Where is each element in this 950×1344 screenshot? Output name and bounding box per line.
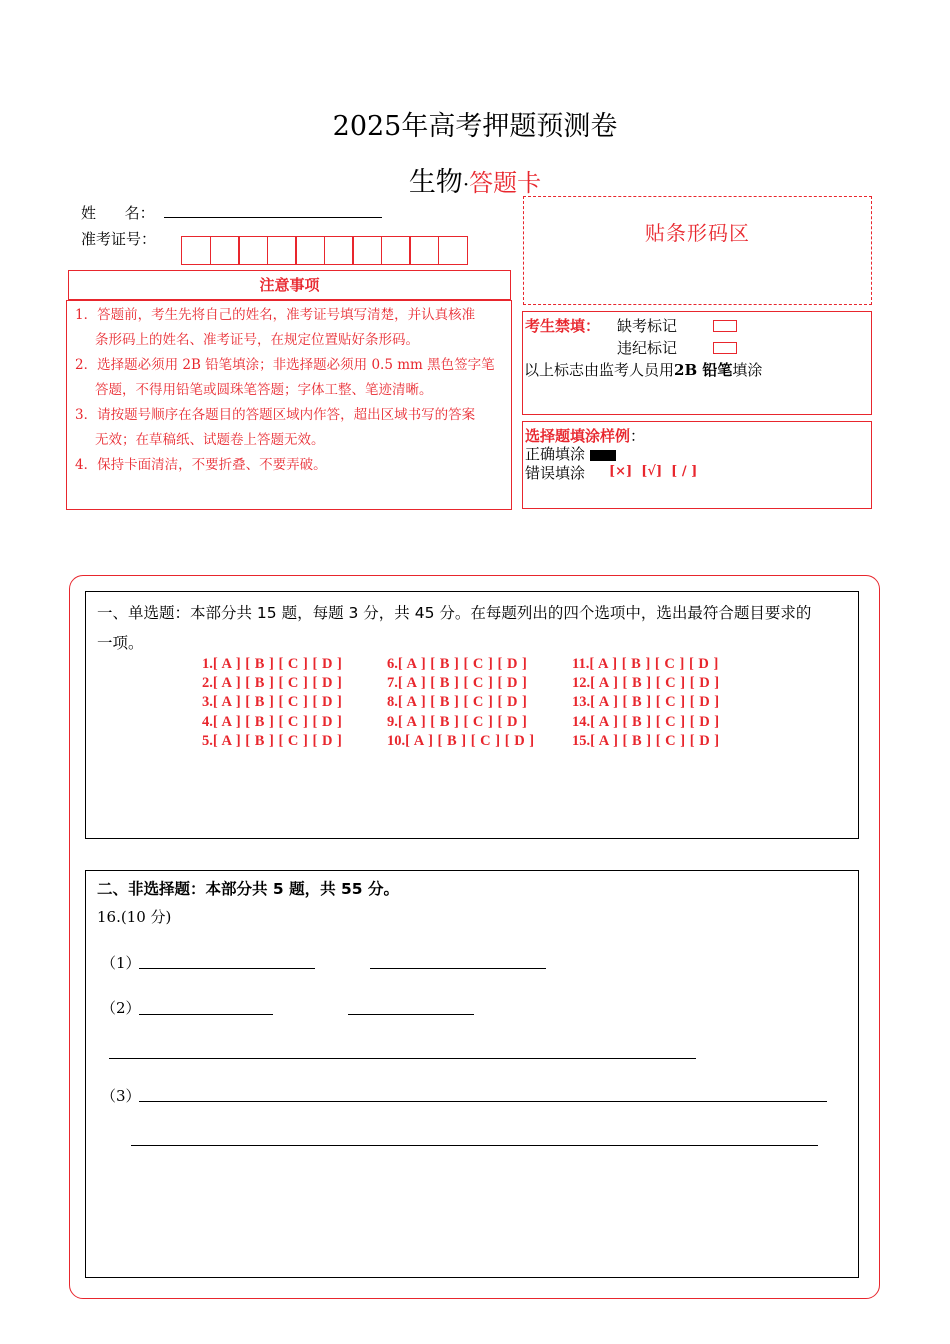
answer-options[interactable]: [ A ] [ B ] [ C ] [ D ] (590, 732, 720, 749)
section1-heading: 一、单选题：本部分共 15 题，每题 3 分，共 45 分。在每题列出的四个选项中，选出最符合题目要求的 一项。 (97, 604, 812, 652)
question-number: 9. (387, 713, 398, 730)
mcq-row[interactable] (202, 693, 342, 712)
forbidden-box (522, 311, 872, 415)
absent-label: 缺考标记 (617, 317, 678, 335)
notice-box (66, 300, 512, 510)
notice-title: 注意事项 (259, 276, 320, 294)
fill-example-box (522, 421, 872, 509)
id-digit-box[interactable] (438, 236, 468, 265)
correct-fill-sample (590, 450, 616, 461)
mcq-row[interactable] (572, 732, 720, 751)
question-16-label: 16.(10 分) (97, 908, 172, 926)
answer-line[interactable] (139, 1101, 827, 1102)
section-non-choice (85, 870, 859, 1278)
question-number: 6. (387, 656, 398, 672)
answer-options[interactable]: [ A ] [ B ] [ C ] [ D ] (397, 675, 528, 692)
forbidden-title: 考生禁填： (525, 317, 601, 335)
answer-options[interactable]: [ A ] [ B ] [ C ] [ D ] (590, 713, 720, 730)
answer-line[interactable] (139, 968, 315, 969)
name-label: 姓 名： (81, 204, 155, 222)
answer-options[interactable]: [ A ] [ B ] [ C ] [ D ] (405, 732, 535, 749)
question-number: 4. (202, 713, 213, 730)
title-separator: · (462, 172, 470, 196)
notice-item: 2．选择题必须用 2B 铅笔填涂；非选择题必须用 0.5 mm 黑色签字笔 (75, 357, 495, 373)
notice-item: 答题，不得用铅笔或圆珠笔答题；字体工整、笔迹清晰。 (95, 382, 433, 398)
forbidden-note: 以上标志由监考人员用2B 铅笔填涂 (524, 361, 763, 379)
id-number-grid[interactable] (181, 236, 466, 265)
subject-title (0, 160, 950, 199)
mcq-row[interactable] (387, 674, 535, 693)
question-number: 10. (387, 732, 406, 749)
answer-card-label: 答题卡 (469, 169, 542, 197)
id-digit-box[interactable] (381, 236, 411, 265)
correct-fill: 正确填涂 (525, 443, 616, 464)
part-1-label: （1） (101, 954, 141, 972)
notice-title-box (68, 270, 511, 300)
violation-mark-box[interactable] (713, 342, 737, 354)
answer-options[interactable]: [ A ] [ B ] [ C ] [ D ] (590, 694, 720, 711)
mcq-row[interactable] (572, 655, 720, 674)
fill-example-title: 选择题填涂样例： (525, 427, 646, 445)
mcq-row[interactable] (572, 674, 720, 693)
answer-line[interactable] (109, 1058, 696, 1059)
answer-options[interactable]: [ A ] [ B ] [ C ] [ D ] (212, 732, 343, 749)
answer-options[interactable]: [ A ] [ B ] [ C ] [ D ] (397, 713, 528, 730)
question-number: 12. (572, 675, 591, 692)
id-digit-box[interactable] (210, 236, 240, 265)
mcq-row[interactable] (202, 674, 342, 693)
mcq-column-1 (202, 655, 342, 751)
question-number: 5. (202, 732, 213, 749)
answer-options[interactable]: [ A ] [ B ] [ C ] [ D ] (590, 675, 720, 692)
name-field[interactable] (164, 217, 382, 218)
notice-item: 3．请按题号顺序在各题目的答题区域内作答，超出区域书写的答案 (75, 407, 476, 423)
mcq-column-3 (572, 655, 720, 751)
id-digit-box[interactable] (238, 236, 268, 265)
mcq-row[interactable] (572, 693, 720, 712)
mcq-row[interactable] (387, 655, 535, 674)
answer-line[interactable] (139, 1014, 273, 1015)
answer-options[interactable]: [ A ] [ B ] [ C ] [ D ] (212, 694, 343, 711)
barcode-area[interactable] (523, 196, 872, 305)
id-digit-box[interactable] (267, 236, 297, 265)
question-number: 3. (202, 694, 213, 711)
mcq-row[interactable] (387, 693, 535, 712)
part-2-label: （2） (101, 999, 141, 1017)
subject-name: 生物 (408, 167, 463, 198)
answer-line[interactable] (348, 1014, 474, 1015)
id-label: 准考证号： (81, 230, 157, 248)
question-number: 14. (572, 713, 591, 730)
wrong-fill: 错误填涂 (525, 464, 586, 482)
mcq-row[interactable] (202, 732, 342, 751)
answer-options[interactable]: [ A ] [ B ] [ C ] [ D ] (212, 713, 343, 730)
part-3-label: （3） (101, 1087, 141, 1105)
notice-item: 条形码上的姓名、准考证号，在规定位置贴好条形码。 (95, 332, 419, 348)
answer-options[interactable]: [ A ] [ B ] [ C ] [ D ] (397, 694, 528, 711)
question-number: 11. (572, 656, 590, 672)
answer-options[interactable]: [ A ] [ B ] [ C ] [ D ] (589, 656, 719, 672)
question-number: 15. (572, 732, 591, 749)
notice-item: 1．答题前，考生先将自己的姓名，准考证号填写清楚，并认真核准 (75, 307, 476, 323)
answer-line[interactable] (370, 968, 546, 969)
mcq-row[interactable] (572, 713, 720, 732)
mcq-row[interactable] (387, 713, 535, 732)
notice-item: 无效；在草稿纸、试题卷上答题无效。 (95, 432, 325, 448)
wrong-fill-samples: [×] [√] [ / ] (609, 464, 698, 479)
answer-options[interactable]: [ A ] [ B ] [ C ] [ D ] (212, 656, 343, 672)
absent-mark-box[interactable] (713, 320, 737, 332)
notice-item: 4．保持卡面清洁，不要折叠、不要弄破。 (75, 457, 327, 473)
question-number: 2. (202, 675, 213, 692)
section-single-choice (85, 591, 859, 839)
question-number: 8. (387, 694, 398, 711)
question-number: 13. (572, 694, 591, 711)
mcq-row[interactable] (202, 655, 342, 674)
question-number: 1. (202, 656, 213, 672)
id-digit-box[interactable] (352, 236, 382, 265)
question-number: 7. (387, 675, 398, 692)
violation-label: 违纪标记 (617, 339, 678, 357)
section2-heading: 二、非选择题：本部分共 5 题，共 55 分。 (97, 880, 399, 898)
id-digit-box[interactable] (409, 236, 439, 265)
id-digit-box[interactable] (295, 236, 325, 265)
answer-options[interactable]: [ A ] [ B ] [ C ] [ D ] (212, 675, 343, 692)
id-digit-box[interactable] (324, 236, 354, 265)
mcq-row[interactable] (202, 713, 342, 732)
page-title: 2025年高考押题预测卷 (332, 111, 618, 142)
mcq-column-2 (387, 655, 535, 751)
answer-line[interactable] (131, 1145, 818, 1146)
barcode-label: 贴条形码区 (645, 221, 750, 245)
id-digit-box[interactable] (181, 236, 211, 265)
answer-options[interactable]: [ A ] [ B ] [ C ] [ D ] (397, 656, 528, 672)
mcq-row[interactable] (387, 732, 535, 751)
